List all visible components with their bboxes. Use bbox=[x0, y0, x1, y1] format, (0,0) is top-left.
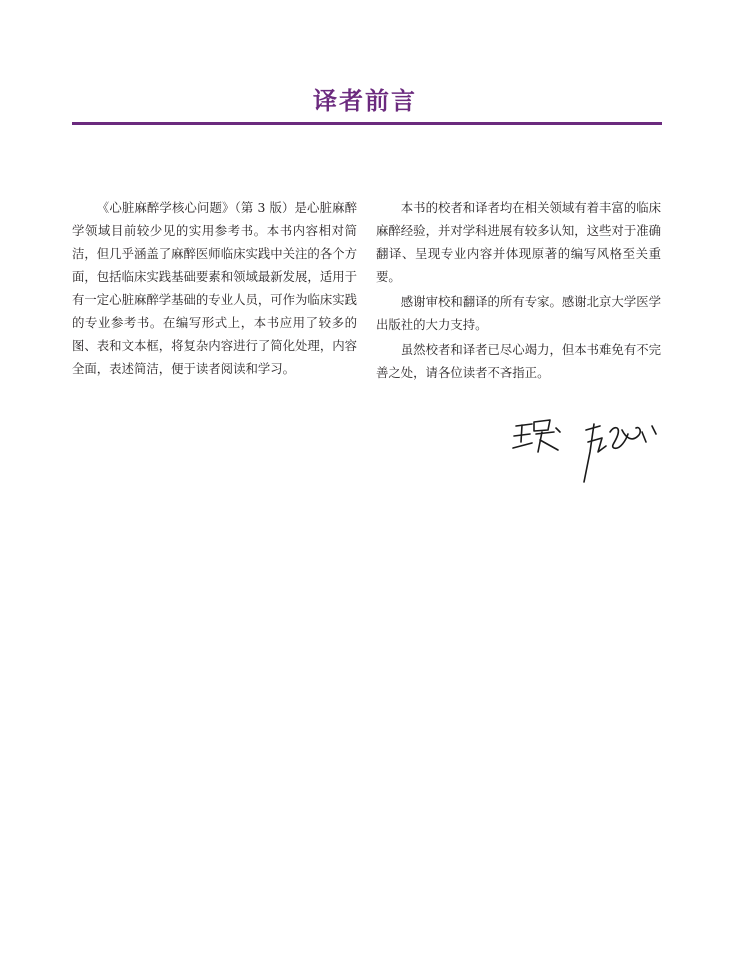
page-title: 译者前言 bbox=[313, 86, 417, 115]
title-divider bbox=[72, 122, 662, 125]
right-column bbox=[376, 196, 661, 386]
paragraph: 《心脏麻醉学核心问题》（第 3 版）是心脏麻醉学领域目前较少见的实用参考书。本书内容相对简洁，但几乎涵盖了麻醉医师临床实践中关注的各个方面，包括临床实践基础要素和领域最新发展，适用于有一定心脏麻醉学基础的专业人员，可作为临床实践的专业参考书。在编写形式上，本书应用了较多的图、表和文本框，将复杂内容进行了简化处理，内容全面，表述简洁，便于读者阅读和学习。 bbox=[72, 200, 357, 376]
left-column bbox=[72, 196, 357, 382]
paragraph: 感谢审校和翻译的所有专家。感谢北京大学医学出版社的大力支持。 bbox=[376, 294, 661, 332]
paragraph: 本书的校者和译者均在相关领域有着丰富的临床麻醉经验，并对学科进展有较多认知，这些对于准确翻译、呈现专业内容并体现原著的编写风格至关重要。 bbox=[376, 200, 661, 284]
handwritten-signature bbox=[510, 412, 670, 488]
paragraph: 虽然校者和译者已尽心竭力，但本书难免有不完善之处，请各位读者不吝指正。 bbox=[376, 342, 661, 380]
